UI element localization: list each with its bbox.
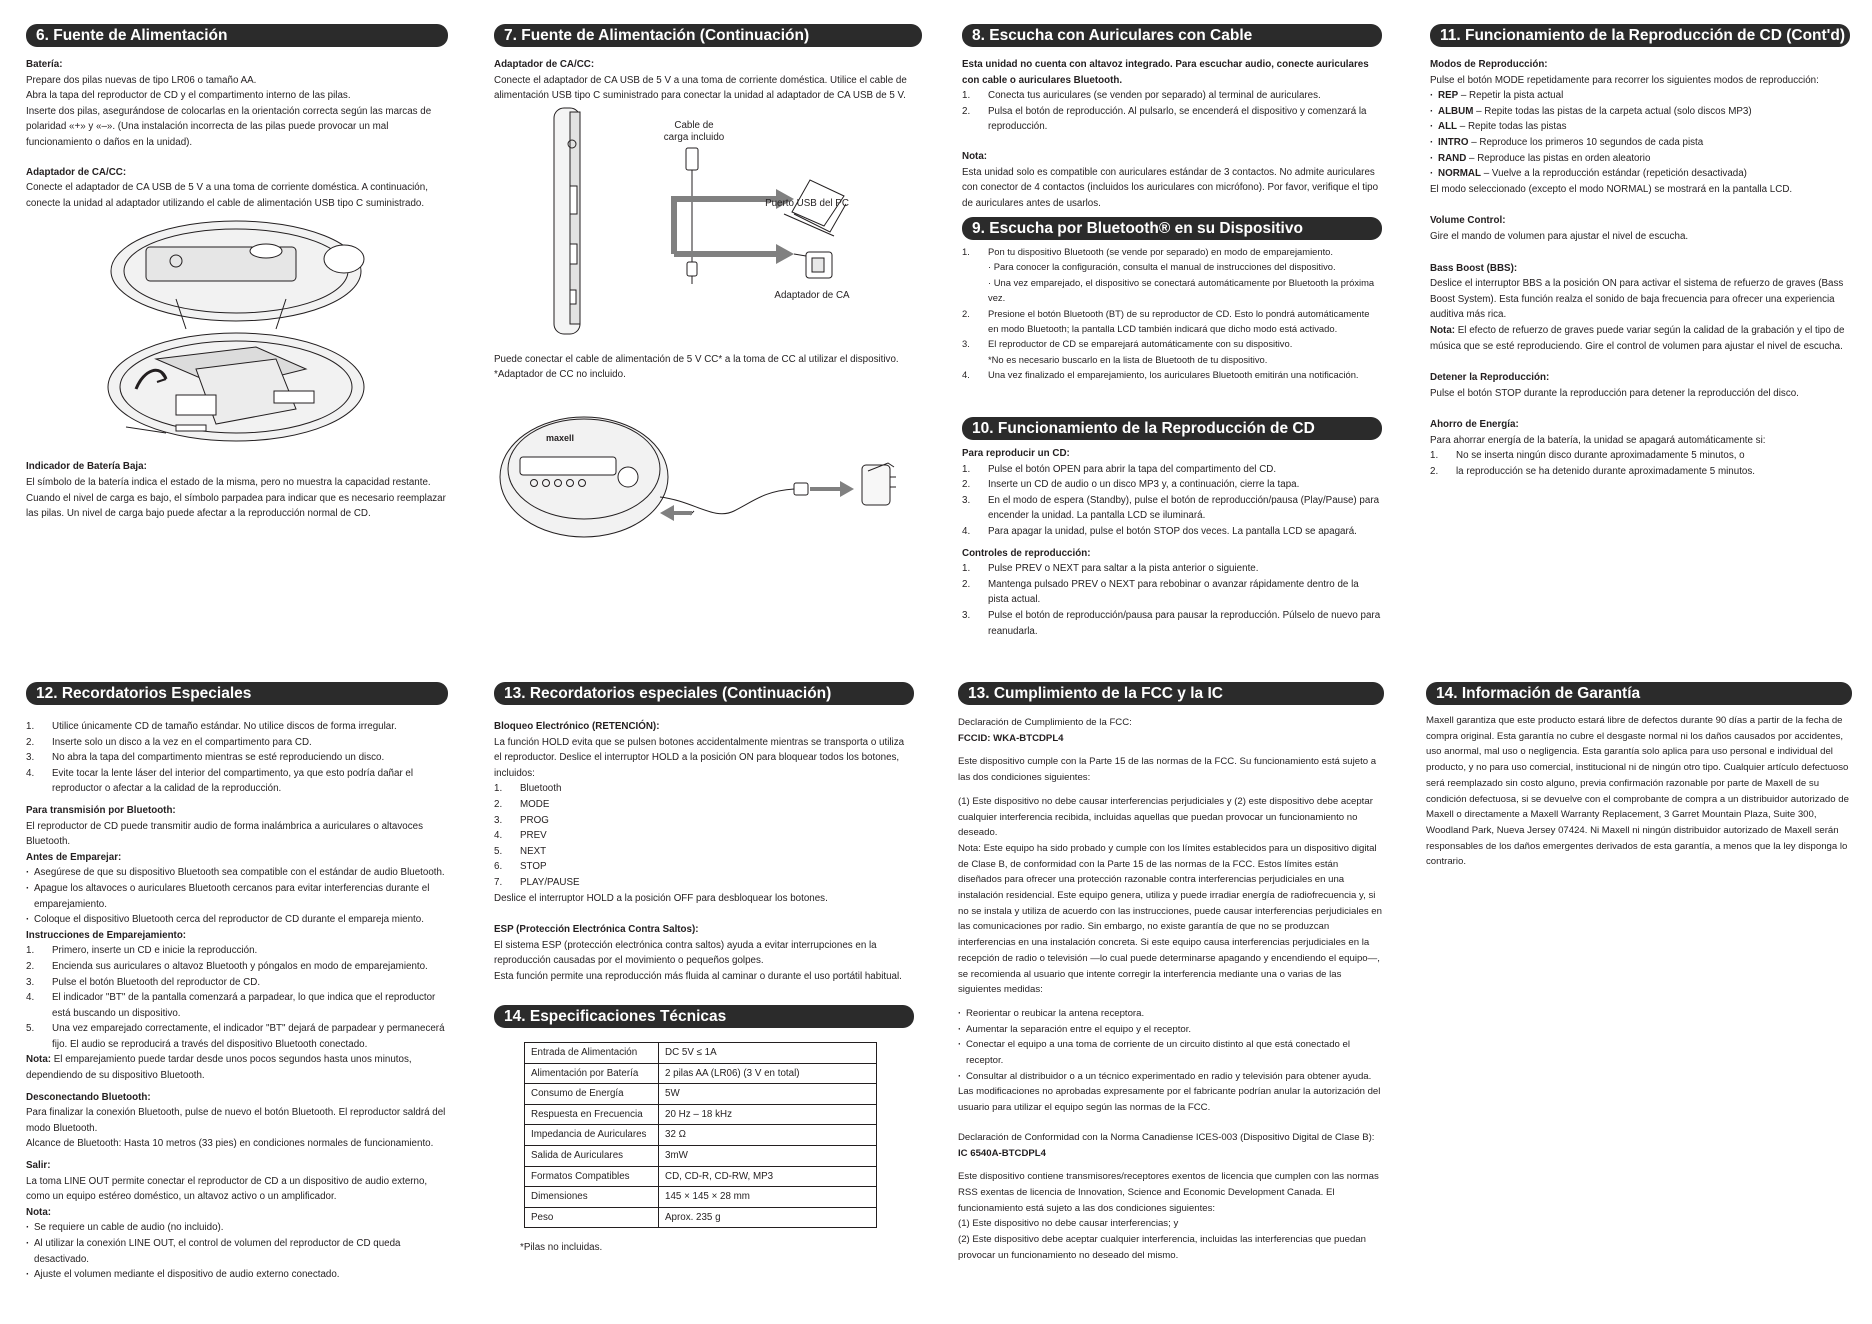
list-item: · REP – Repetir la pista actual [1430,88,1850,104]
power-save-text: Para ahorrar energía de la batería, la unidad se apagará automáticamente si: [1430,434,1766,446]
warranty-text: Maxell garantiza que este producto estará libre de defectos durante 90 días a partir de la fecha de compra original. Esta garantía no cubre el desgaste normal ni los daños causados por accidentes, uso anormal, mal uso o negligencia. Esta garantía solo aplica para uso personal e individual del producto, y no para uso comercial, institucional ni de ningún otro tipo. Cualquier artículo defectuoso será reemplazado sin costo alguno, previa confirmación razonable por parte de Maxell de su condición defectuosa, si se devuelve con el comprobante de compra a un distribuidor autorizado de Maxell o directamente a Maxell Warranty Replacement, 3 Garret Mountain Plaza, Suite 300, Woodland Park, Nueva Jersey 07424. Ni Maxell ni ningún distribuidor autorizado de Maxell serán responsables de los daños emergentes derivados de esta garantía, a menos que la ley disponga lo contrario. [1426,715,1849,868]
adapter-text: Conecte el adaptador de CA USB de 5 V a una toma de corriente doméstica. A continuación, conecte la unidad al adaptador utilizando el cable de alimentación USB tipo C suministrado. [26,182,428,209]
hold-heading: Bloqueo Electrónico (RETENCIÓN): [494,721,660,732]
specs-note: *Pilas no incluidas. [520,1242,603,1254]
bass-boost-text: Deslice el interruptor BBS a la posición ON para activar el sistema de refuerzo de graves (Bass Boost System). Esta función realza el sonido de baja frecuencia para ofrecer una experiencia auditiva más rica. [1430,278,1844,321]
section-7 [494,24,922,559]
list-item: · INTRO – Reproduce los primeros 10 segundos de cada pista [1430,135,1850,151]
cable-caption-2: carga incluido [663,131,725,143]
range-text: Alcance de Bluetooth: Hasta 10 metros (33 pies) en condiciones normales de funcionamiento. [26,1138,434,1150]
list-item: 3. No abra la tapa del compartimento mientras se esté reproduciendo un disco. [26,752,385,764]
list-item: 2. Inserte solo un disco a la vez en el compartimento para CD. [26,736,312,748]
line-out-note-heading: Nota: [26,1206,52,1218]
list-item: · RAND – Reproduce las pistas en orden aleatorio [1430,151,1850,167]
disconnect-text: Para finalizar la conexión Bluetooth, pulse de nuevo el botón Bluetooth. El reproductor saldrá del modo Bluetooth. [26,1107,446,1134]
battery-compartment-illustration [26,219,448,451]
list-item: · NORMAL – Vuelve a la reproducción estándar (repetición desactivada) [1430,166,1850,182]
table-row: Consumo de Energía 5W [525,1084,877,1105]
modes-list [1430,88,1850,182]
fcc-text-2: (1) Este dispositivo no debe causar interferencias perjudiciales y (2) este dispositivo debe aceptar cualquier interferencia recibida, incluidas aquellas que puedan provocar un funcionamiento no deseado. [958,795,1373,839]
list-item: · Apague los altavoces o auriculares Bluetooth cercanos para evitar interferencias durante el emparejamiento. [26,881,448,912]
list-item: 2. Pulsa el botón de reproducción. Al pulsarlo, se encenderá el dispositivo y comenzará la reproducción. [962,105,1367,133]
specs-table [524,1042,877,1228]
battery-text-2: Abra la tapa del reproductor de CD y el compartimento interno de las pilas. [26,90,351,102]
list-item: 2. Inserte un CD de audio o un disco MP3 y, a continuación, cierre la tapa. [962,479,1300,491]
esp-heading: ESP (Protección Electrónica Contra Saltos): [494,924,699,936]
volume-text: Gire el mando de volumen para ajustar el nivel de escucha. [1430,230,1689,242]
ic-text-1: Este dispositivo contiene transmisores/receptores exentos de licencia que cumplen con las normas RSS exentas de licencia de Innovation, Science and Economic Development Canada. El funcionamiento está sujeto a las dos condiciones siguientes: [958,1171,1379,1214]
section-12 [26,682,448,1283]
esp-text-2: Esta función permite una reproducción más fluida al caminar o durante el uso portátil habitual. [494,970,902,982]
list-item: · Conectar el equipo a una toma de corriente de un circuito distinto al que está conectado el receptor. [958,1037,1384,1068]
section-11-title: 11. Funcionamiento de la Reproducción de CD (Cont'd) [1430,24,1850,47]
section-14-specs [494,1005,914,1256]
list-item: 2. Encienda sus auriculares o altavoz Bluetooth y póngalos en modo de emparejamiento. [26,960,428,972]
section-13-fcc-title: 13. Cumplimiento de la FCC y la IC [958,682,1384,705]
adapter-heading: Adaptador de CA/CC: [26,166,127,178]
dc-text: Puede conectar el cable de alimentación de 5 V CC* a la toma de CC al utilizar el dispositivo. [494,353,899,365]
battery-text-3: Inserte dos pilas, asegurándose de colocarlas en la orientación correcta según las marcas de polaridad «+» y «–». (Una instalación incorrecta de las pilas puede provocar un mal funcionamiento o daños en la unidad). [26,105,432,148]
play-cd-heading: Para reproducir un CD: [962,448,1070,459]
table-row: Entrada de Alimentación DC 5V ≤ 1A [525,1043,877,1064]
ic-text-3: (2) Este dispositivo debe aceptar cualquier interferencia, incluidas las interferencias que puedan provocar un funcionamiento no deseado del mismo. [958,1234,1366,1261]
pair-note: Nota: El emparejamiento puede tardar desde unos pocos segundos hasta unos minutos, dependiendo de su dispositivo Bluetooth. [26,1054,412,1082]
section-9 [962,217,1382,383]
section-7-title: 7. Fuente de Alimentación (Continuación) [494,24,922,47]
section-13-reminders [494,682,914,985]
section-12-list [26,719,448,797]
list-item: · Para conocer la configuración, consulta el manual de instrucciones del dispositivo. [988,261,1336,273]
hold-buttons-list [494,781,914,890]
list-item: *No es necesario buscarlo en la lista de Bluetooth de tu dispositivo. [988,353,1268,365]
list-item: · Se requiere un cable de audio (no incluido). [26,1220,448,1236]
list-item: · ALL – Repite todas las pistas [1430,119,1850,135]
line-out-heading: Salir: [26,1160,51,1172]
section-14-specs-title: 14. Especificaciones Técnicas [494,1005,914,1028]
fcc-text-4: Las modificaciones no aprobadas expresamente por el fabricante podrían anular la autorización del usuario para utilizar el equipo según las normas de la FCC. [958,1086,1381,1114]
bt-transmit-text: El reproductor de CD puede transmitir audio de forma inalámbrica a auriculares o altavoces Bluetooth. [26,820,423,848]
list-item: · Aumentar la separación entre el equipo y el receptor. [958,1022,1384,1038]
table-row: Respuesta en Frecuencia 20 Hz – 18 kHz [525,1104,877,1125]
section-13-fcc [958,682,1384,1264]
list-item: 1. No se inserta ningún disco durante aproximadamente 5 minutos, o [1430,450,1745,462]
section-9-title: 9. Escucha por Bluetooth® en su Dispositivo [962,217,1382,240]
battery-heading: Batería: [26,59,63,70]
fcc-id: FCCID: WKA-BTCDPL4 [958,732,1064,744]
section-8-title: 8. Escucha con Auriculares con Cable [962,24,1382,47]
fcc-declaration: Declaración de Cumplimiento de la FCC: [958,717,1132,728]
hold-off-text: Deslice el interruptor HOLD a la posición OFF para desbloquear los botones. [494,892,828,904]
list-item: 4. Evite tocar la lente láser del interior del compartimento, ya que esto podría dañar el reproductor o afectar a la calidad de la reproducción. [26,767,414,795]
section-6-title: 6. Fuente de Alimentación [26,24,448,47]
list-item: · ALBUM – Repite todas las pistas de la carpeta actual (solo discos MP3) [1430,104,1850,120]
section-8-intro: Esta unidad no cuenta con altavoz integrado. Para escuchar audio, conecte auriculares con cable o auriculares Bluetooth. [962,59,1369,86]
list-item: · Consultar al distribuidor o a un técnico experimentado en radio y televisión para obtener ayuda. [958,1069,1384,1085]
fcc-measures-list [958,1006,1384,1085]
list-item: 3. Pulse el botón Bluetooth del reproductor de CD. [26,976,261,988]
section-9-list [962,244,1382,383]
list-item: 1. Pulse PREV o NEXT para saltar a la pista anterior o siguiente. [962,563,1259,575]
pair-instructions-heading: Instrucciones de Emparejamiento: [26,929,187,941]
list-item: 6. STOP [494,861,547,873]
power-save-heading: Ahorro de Energía: [1430,419,1519,431]
disconnect-heading: Desconectando Bluetooth: [26,1091,151,1103]
volume-heading: Volume Control: [1430,215,1506,227]
list-item: · Coloque el dispositivo Bluetooth cerca del reproductor de CD durante el empareja miento. [26,912,448,928]
table-row: Alimentación por Batería 2 pilas AA (LR06) (3 V en total) [525,1063,877,1084]
section-11 [1430,24,1850,480]
list-item: 4. Para apagar la unidad, pulse el botón STOP dos veces. La pantalla LCD se apagará. [962,525,1357,537]
bass-boost-heading: Bass Boost (BBS): [1430,262,1518,274]
section-8 [962,24,1382,211]
section-14-warranty-title: 14. Información de Garantía [1426,682,1852,705]
list-item: · Una vez emparejado, el dispositivo se conectará automáticamente por Bluetooth la próxima vez. [988,276,1375,304]
play-cd-list [962,462,1382,540]
list-item: 4. Una vez finalizado el emparejamiento, los auriculares Bluetooth emitirán una notificación. [962,369,1359,381]
bt-transmit-heading: Para transmisión por Bluetooth: [26,804,176,816]
pc-usb-caption: Puerto USB del PC [765,197,849,209]
ic-declaration: Declaración de Conformidad con la Norma Canadiense ICES-003 (Dispositivo Digital de Clase B): [958,1131,1375,1143]
section-8-note-text: Esta unidad solo es compatible con auriculares estándar de 3 contactos. No admite auriculares con conector de 4 contactos (incluidos los auriculares con micrófono). Por favor, verifique el tipo de auriculares antes de usarlos. [962,166,1379,209]
stop-heading: Detener la Reproducción: [1430,372,1550,384]
stop-text: Pulse el botón STOP durante la reproducción para detener la reproducción del disco. [1430,387,1799,399]
brand-logo: maxell [546,432,575,443]
section-8-list [962,88,1382,135]
table-row: Peso Aprox. 235 g [525,1207,877,1228]
fcc-text-1: Este dispositivo cumple con la Parte 15 de las normas de la FCC. Su funcionamiento está sujeto a las dos condiciones siguientes: [958,756,1377,784]
low-battery-heading: Indicador de Batería Baja: [26,461,147,473]
list-item: 3. Pulse el botón de reproducción/pausa para pausar la reproducción. Púlselo de nuevo para reanudarla. [962,609,1381,637]
list-item: 2. la reproducción se ha detenido durante aproximadamente 5 minutos. [1430,466,1755,478]
list-item: 5. Una vez emparejado correctamente, el indicador "BT" dejará de parpadear y permanecerá fijo. El audio se reproducirá a través del dispositivo Bluetooth conectado. [26,1023,445,1050]
cd-player-dc-illustration [494,401,922,551]
playback-controls-heading: Controles de reproducción: [962,547,1091,559]
modes-heading: Modos de Reproducción: [1430,59,1548,70]
fcc-text-3: Nota: Este equipo ha sido probado y cumple con los límites establecidos para un dispositivo digital de Clase B, de conformidad con la Parte 15 de las normas de la FCC. Estos límites están diseñados para ofrecer una protección razonable contra interferencias perjudiciales en una instalación residencial. Este equipo genera, utiliza y puede irradiar energía de radiofrecuencia y, si no se instala y utiliza de acuerdo con las instrucciones, puede causar interferencias perjudiciales en las comunicaciones por radio. Sin embargo, no existe garantía de que no se produzcan interferencias en una instalación concreta. Si este equipo causa interferencias perjudiciales en la recepción de radio o televisión —lo cual puede determinarse apagando y encendiendo el equipo—, se recomienda al usuario que intente corregir la interferencia mediante una o varias de las siguientes medidas: [958,842,1382,996]
section-10-title: 10. Funcionamiento de la Reproducción de CD [962,417,1382,440]
list-item: 2. Presione el botón Bluetooth (BT) de su reproductor de CD. Esto lo pondrá automáticamente en modo Bluetooth; la pantalla LCD también indicará que dicho modo está activado. [962,307,1370,335]
list-item: · Reorientar o reubicar la antena receptora. [958,1006,1384,1022]
list-item: 2. Mantenga pulsado PREV o NEXT para rebobinar o avanzar rápidamente dentro de la pista actual. [962,578,1359,606]
section-13-reminders-title: 13. Recordatorios especiales (Continuación) [494,682,914,705]
line-out-text: La toma LINE OUT permite conectar el reproductor de CD a un dispositivo de audio externo, como un equipo estéreo doméstico, un altavoz activo o un amplificador. [26,1175,428,1203]
before-pair-heading: Antes de Emparejar: [26,851,122,863]
list-item: 3. El reproductor de CD se emparejará automáticamente con su dispositivo. [962,338,1293,350]
battery-text-1: Prepare dos pilas nuevas de tipo LR06 o tamaño AA. [26,74,257,86]
list-item: 5. NEXT [494,845,547,857]
hold-text: La función HOLD evita que se pulsen botones accidentalmente mientras se transporta o utiliza el reproductor. Deslice el interruptor HOLD a la posición ON para bloquear todos los botones, incluidos: [494,736,905,779]
modes-note: El modo seleccionado (excepto el modo NORMAL) se mostrará en la pantalla LCD. [1430,183,1793,195]
list-item: 4. El indicador "BT" de la pantalla comenzará a parpadear, lo que indica que el reproductor está buscando un dispositivo. [26,992,436,1019]
list-item: 3. En el modo de espera (Standby), pulse el botón de reproducción/pausa (Play/Pause) para encender la unidad. La pantalla LCD se iluminará. [962,494,1380,522]
section-12-title: 12. Recordatorios Especiales [26,682,448,705]
ic-id: IC 6540A-BTCDPL4 [958,1147,1046,1159]
dc-note: *Adaptador de CC no incluido. [494,369,626,381]
table-row: Dimensiones 145 × 145 × 28 mm [525,1187,877,1208]
section-8-note-heading: Nota: [962,150,988,162]
esp-text-1: El sistema ESP (protección electrónica contra saltos) ayuda a evitar interrupciones en la reproducción causadas por el movimiento o pequeños golpes. [494,939,877,967]
playback-controls-list [962,561,1382,639]
list-item: 3. PROG [494,814,549,826]
section-6 [26,24,448,522]
list-item: 4. PREV [494,830,547,842]
table-row: Formatos Compatibles CD, CD-R, CD-RW, MP3 [525,1166,877,1187]
section-10 [962,417,1382,639]
list-item: 1. Conecta tus auriculares (se venden por separado) al terminal de auriculares. [962,90,1321,102]
modes-text: Pulse el botón MODE repetidamente para recorrer los siguientes modos de reproducción: [1430,74,1819,86]
list-item: · Asegúrese de que su dispositivo Bluetooth sea compatible con el estándar de audio Bluetooth. [26,865,448,881]
section-14-warranty [1426,682,1852,870]
cable-caption-1: Cable de [674,119,714,131]
usb-connection-diagram [494,104,922,344]
line-out-note-list [26,1220,448,1282]
adapter-heading-2: Adaptador de CA/CC: [494,59,595,70]
list-item: 7. PLAY/PAUSE [494,876,580,888]
list-item: 1. Bluetooth [494,783,562,795]
list-item: 1. Primero, inserte un CD e inicie la reproducción. [26,945,258,957]
bass-boost-note: Nota: El efecto de refuerzo de graves puede variar según la calidad de la grabación y el tipo de música que se esté reproduciendo. Gire el control de volumen para ajustar el nivel de escucha. [1430,324,1845,352]
table-row: Impedancia de Auriculares 32 Ω [525,1125,877,1146]
list-item: 1. Pulse el botón OPEN para abrir la tapa del compartimento del CD. [962,463,1277,475]
list-item: 1. Pon tu dispositivo Bluetooth (se vende por separado) en modo de emparejamiento. [962,246,1334,257]
list-item: · Al utilizar la conexión LINE OUT, el control de volumen del reproductor de CD queda desactivado. [26,1236,448,1267]
pair-instructions-list [26,943,448,1052]
list-item: 1. Utilice únicamente CD de tamaño estándar. No utilice discos de forma irregular. [26,721,397,732]
power-save-list [1430,448,1850,479]
adapter-text-2: Conecte el adaptador de CA USB de 5 V a una toma de corriente doméstica. Utilice el cable de alimentación USB tipo C suministrado para conectar la unidad al adaptador de CA USB de 5 V. [494,74,907,102]
list-item: 2. MODE [494,798,550,810]
before-pair-list [26,865,448,927]
list-item: · Ajuste el volumen mediante el dispositivo de audio externo conectado. [26,1267,448,1283]
ac-adapter-caption: Adaptador de CA [774,289,850,301]
ic-text-2: (1) Este dispositivo no debe causar interferencias; y [958,1218,1179,1230]
table-row: Salida de Auriculares 3mW [525,1145,877,1166]
low-battery-text: El símbolo de la batería indica el estado de la misma, pero no muestra la capacidad restante. Cuando el nivel de carga es bajo, el símbolo parpadea para indicar que es necesario reemplazar las pilas. Un nivel de carga bajo puede afectar a la reproducción normal de CD. [26,476,446,520]
